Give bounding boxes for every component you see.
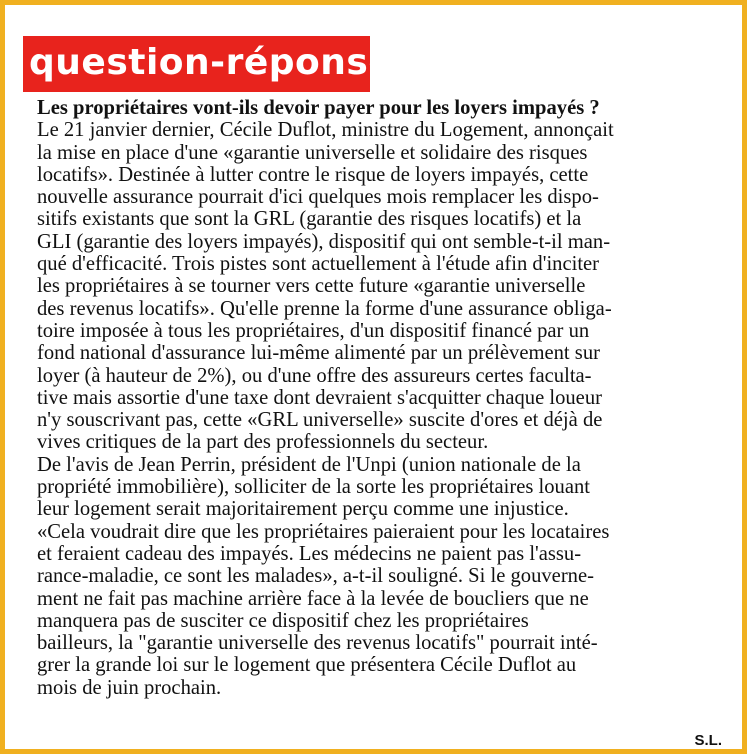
- article-line: sitifs existants que sont la GRL (garantie des risques locatifs) et la: [37, 208, 582, 231]
- article-line: leur logement serait majoritairement perçu comme une injustice.: [37, 498, 569, 521]
- article-line: les propriétaires à se tourner vers cette future «garantie universelle: [37, 275, 586, 298]
- article-line: et feraient cadeau des impayés. Les médecins ne paient pas l'assu-: [37, 542, 582, 565]
- article-line: locatifs». Destinée à lutter contre le risque de loyers impayés, cette: [37, 163, 589, 186]
- article-line: De l'avis de Jean Perrin, président de l'Unpi (union nationale de la: [37, 453, 581, 476]
- article-line: manquera pas de susciter ce dispositif chez les propriétaires: [37, 609, 529, 632]
- article-line: ment ne fait pas machine arrière face à la levée de boucliers que ne: [37, 587, 589, 610]
- article-line: qué d'efficacité. Trois pistes sont actuellement à l'étude afin d'inciter: [37, 253, 600, 276]
- article-body: [37, 97, 739, 699]
- article-line: Le 21 janvier dernier, Cécile Duflot, ministre du Logement, annonçait: [37, 119, 614, 142]
- article-line: loyer (à hauteur de 2%), ou d'une offre des assureurs certes faculta-: [37, 364, 592, 387]
- article-line: la mise en place d'une «garantie universelle et solidaire des risques: [37, 141, 588, 164]
- article-line: grer la grande loi sur le logement que présentera Cécile Duflot au: [37, 654, 577, 677]
- article-line: tive mais assortie d'une taxe dont devraient s'acquitter chaque loueur: [37, 386, 602, 409]
- article-line: fond national d'assurance lui-même alimenté par un prélèvement sur: [37, 342, 600, 365]
- section-title: question-réponse: [29, 42, 394, 83]
- article-line: mois de juin prochain.: [37, 676, 222, 699]
- article-question: Les propriétaires vont-ils devoir payer pour les loyers impayés ?: [37, 97, 600, 119]
- author-signature: S.L.: [694, 732, 722, 749]
- article-line: «Cela voudrait dire que les propriétaires paieraient pour les locataires: [37, 520, 610, 543]
- article-line: nouvelle assurance pourrait d'ici quelques mois remplacer les dispo-: [37, 186, 599, 209]
- article-line: propriété immobilière), solliciter de la sorte les propriétaires louant: [37, 476, 590, 499]
- article-line: vives critiques de la part des professionnels du secteur.: [37, 431, 489, 454]
- article-line: des revenus locatifs». Qu'elle prenne la forme d'une assurance obliga-: [37, 297, 612, 320]
- article-line: rance-maladie, ce sont les malades», a-t-il souligné. Si le gouverne-: [37, 565, 594, 588]
- article-line: GLI (garantie des loyers impayés), dispositif qui ont semble-t-il man-: [37, 230, 611, 253]
- article-line: n'y souscrivant pas, cette «GRL universelle» suscite d'ores et déjà de: [37, 409, 603, 432]
- article-line: bailleurs, la "garantie universelle des revenus locatifs" pourrait inté-: [37, 632, 598, 655]
- article-line: toire imposée à tous les propriétaires, d'un dispositif financé par un: [37, 319, 590, 342]
